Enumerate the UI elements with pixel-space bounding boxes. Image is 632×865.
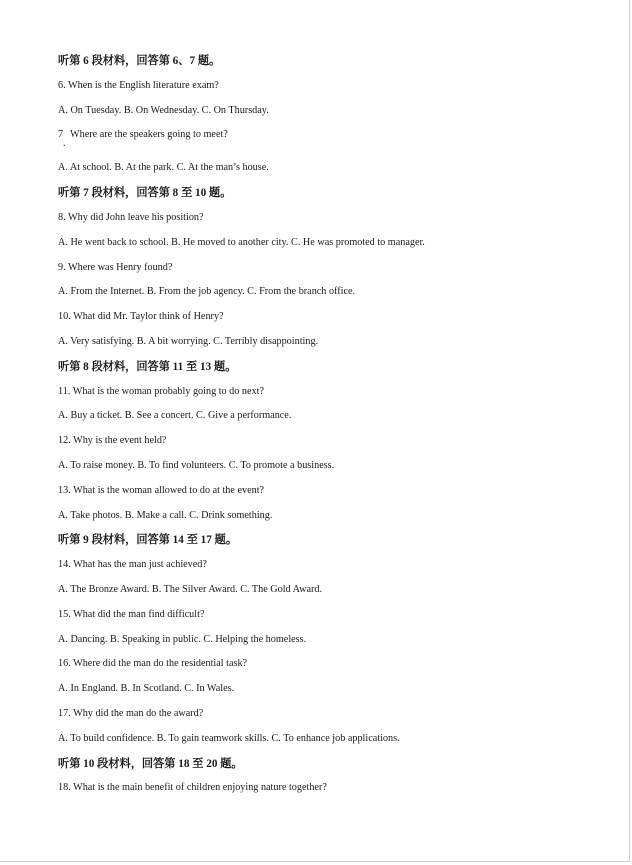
answer-options-line: A. The Bronze Award. B. The Silver Award. C. The Gold Award. — [58, 583, 323, 595]
answer-options-line: A. To build confidence. B. To gain teamwork skills. C. To enhance job applications. — [58, 732, 400, 744]
section-heading: 听第 8 段材料，回答第 11 至 13 题。 — [58, 360, 237, 373]
section-heading: 听第 6 段材料，回答第 6、7 题。 — [58, 55, 221, 67]
section-heading: 听第 9 段材料，回答第 14 至 17 题。 — [58, 534, 238, 547]
question-line: 12. Why is the event held? — [58, 435, 167, 447]
question-line: 6. When is the English literature exam? — [58, 79, 219, 91]
question-line: 18. What is the main benefit of children enjoying nature together? — [58, 782, 327, 794]
question-7-number: 7 — [58, 129, 64, 141]
answer-options-line: A. From the Internet. B. From the job agency. C. From the branch office. — [58, 286, 356, 298]
answer-options-line: A. At school. B. At the park. C. At the man’s house. — [58, 162, 269, 174]
answer-options-line: A. To raise money. B. To find volunteers. C. To promote a business. — [58, 459, 335, 471]
question-7-text: Where are the speakers going to meet? — [70, 129, 228, 141]
page-content — [58, 52, 618, 804]
section-heading: 听第 10 段材料，回答第 18 至 20 题。 — [58, 757, 243, 770]
question-line: 11. What is the woman probably going to do next? — [58, 385, 264, 397]
question-line: 14. What has the man just achieved? — [58, 559, 207, 571]
question-line: 8. Why did John leave his position? — [58, 211, 204, 223]
question-line: 16. Where did the man do the residential task? — [58, 658, 248, 670]
answer-options-line: A. Take photos. B. Make a call. C. Drink something. — [58, 509, 273, 521]
question-line: 9. Where was Henry found? — [58, 261, 173, 273]
question-line: 13. What is the woman allowed to do at the event? — [58, 484, 265, 496]
answer-options-line: A. In England. B. In Scotland. C. In Wales. — [58, 683, 235, 695]
question-line: 17. Why did the man do the award? — [58, 707, 204, 719]
section-heading: 听第 7 段材料，回答第 8 至 10 题。 — [58, 187, 232, 200]
answer-options-line: A. Very satisfying. B. A bit worrying. C. Terribly disappointing. — [58, 335, 319, 347]
answer-options-line: A. Buy a ticket. B. See a concert. C. Give a performance. — [58, 410, 292, 422]
question-line: 15. What did the man find difficult? — [58, 608, 205, 620]
answer-options-line: A. Dancing. B. Speaking in public. C. Helping the homeless. — [58, 633, 307, 645]
answer-options-line: A. On Tuesday. B. On Wednesday. C. On Thursday. — [58, 104, 269, 116]
answer-options-line: A. He went back to school. B. He moved to another city. C. He was promoted to manager. — [58, 236, 425, 248]
question-7-dot: . — [63, 138, 66, 150]
question-line: 10. What did Mr. Taylor think of Henry? — [58, 311, 224, 323]
question-7-line — [58, 126, 618, 159]
